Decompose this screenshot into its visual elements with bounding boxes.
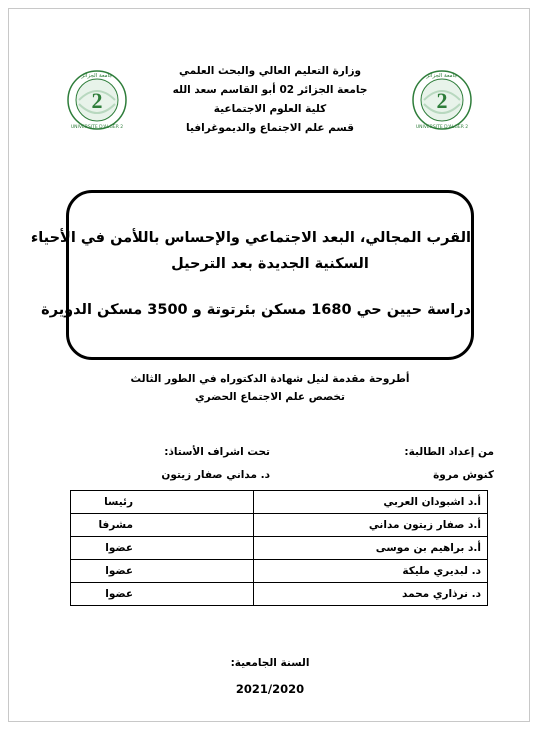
title-line-2: السكنية الجديدة بعد الترحيل <box>171 256 369 272</box>
ministry-name: وزارة التعليم العالي والبحث العلمي <box>178 65 362 77</box>
thesis-specialty: تخصص علم الاجتماع الحضري <box>195 391 345 403</box>
jury-member-name: أ.د اشبودان العربي <box>254 491 488 514</box>
thesis-degree: أطروحة مقدمة لنيل شهادة الدكتوراه في الطور الثالث <box>130 373 410 385</box>
faculty-name: كلية العلوم الاجتماعية <box>213 103 327 115</box>
table-row <box>71 583 488 606</box>
logo-right-top-text: جامعة الجزائر <box>426 73 458 79</box>
jury-table <box>70 490 488 606</box>
department-name: قسم علم الاجتماع والديموغرافيا <box>186 122 354 134</box>
jury-member-role: عضوا <box>71 583 254 606</box>
institution-header <box>150 62 390 138</box>
jury-member-name: أ.د براهيم بن موسى <box>254 537 488 560</box>
academic-year-value: 2021/2020 <box>235 682 305 696</box>
university-logo-left <box>65 64 129 136</box>
table-row <box>71 537 488 560</box>
jury-member-role: مشرفا <box>71 514 254 537</box>
university-logo-right <box>410 64 474 136</box>
logo-left-bottom-text: UNIVERSITE D'ALGER 2 <box>70 125 124 130</box>
thesis-info <box>120 370 420 406</box>
jury-member-role: عضوا <box>71 537 254 560</box>
logo-left-top-text: جامعة الجزائر <box>81 73 113 79</box>
jury-member-role: عضوا <box>71 560 254 583</box>
title-subtitle: دراسة حيين حي 1680 مسكن بئرتوتة و 3500 مسكن الدويرة <box>41 302 471 318</box>
logo-right-bottom-text: UNIVERSITE D'ALGER 2 <box>415 125 469 130</box>
logo-left-mark: 2 <box>91 88 103 113</box>
jury-member-name: أ.د صفار زيتون مداني <box>254 514 488 537</box>
thesis-title-box <box>30 190 474 360</box>
table-row <box>71 560 488 583</box>
supervisor-name: د. مداني صفار زيتون <box>161 469 270 481</box>
jury-member-name: د. لبديري مليكة <box>254 560 488 583</box>
title-line-1: القرب المجالي، البعد الاجتماعي والإحساس باللأمن في الأحياء <box>30 230 471 246</box>
supervisor-label: تحت اشراف الأستاذ: <box>164 446 270 458</box>
university-name: جامعة الجزائر 02 أبو القاسم سعد الله <box>172 84 368 96</box>
jury-member-role: رئيسا <box>71 491 254 514</box>
academic-year-label: السنة الجامعية: <box>230 657 310 669</box>
student-name: كنوش مروة <box>433 469 494 481</box>
table-row <box>71 514 488 537</box>
jury-member-name: د. نرذاري محمد <box>254 583 488 606</box>
table-row <box>71 491 488 514</box>
logo-right-mark: 2 <box>436 88 448 113</box>
prepared-by-label: من إعداد الطالبة: <box>404 446 494 458</box>
